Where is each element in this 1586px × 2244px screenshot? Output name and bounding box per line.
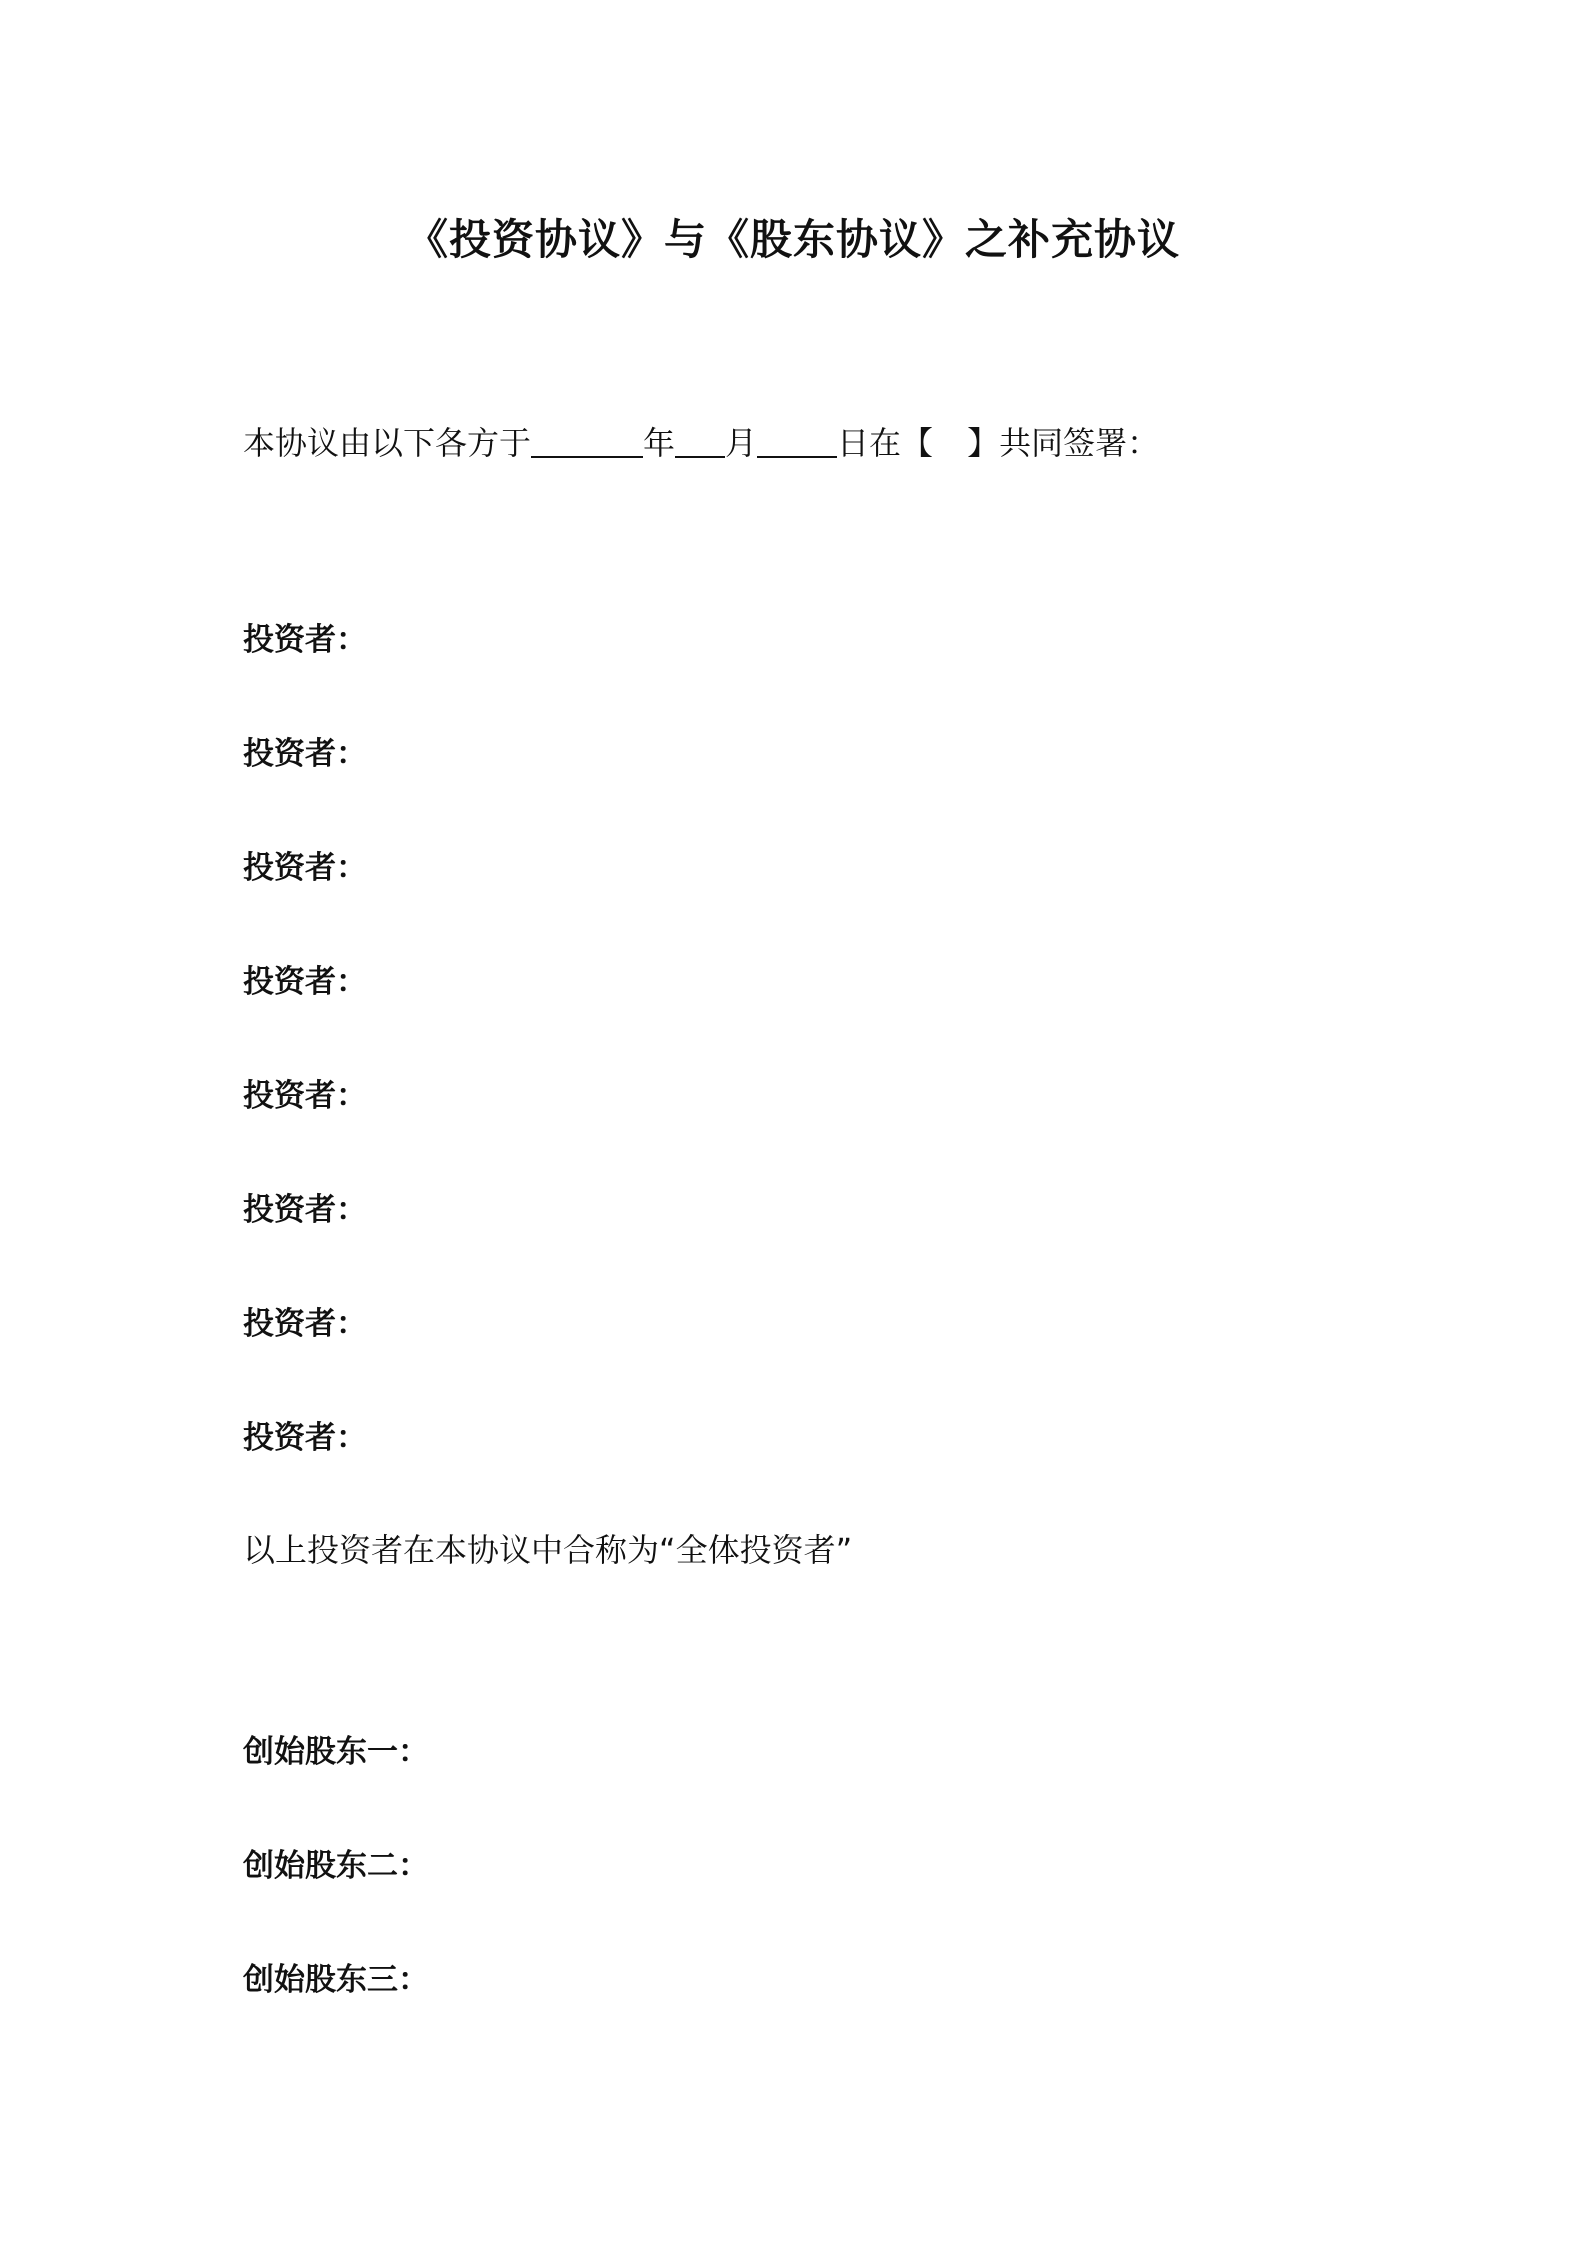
- signing-statement-suffix: 】共同签署：: [967, 424, 1160, 462]
- founder-label-2: 创始股东二：: [243, 1848, 429, 1884]
- investor-label-8: 投资者：: [243, 1420, 367, 1456]
- month-blank: [675, 420, 725, 458]
- founder-label-3: 创始股东三：: [243, 1962, 429, 1998]
- signing-statement: [243, 418, 1159, 468]
- investor-label-5: 投资者：: [243, 1078, 367, 1114]
- investor-label-4: 投资者：: [243, 964, 367, 1000]
- investor-label-7: 投资者：: [243, 1306, 367, 1342]
- investor-label-3: 投资者：: [243, 850, 367, 886]
- founder-label-1: 创始股东一：: [243, 1734, 429, 1770]
- month-label: 月: [725, 424, 758, 462]
- day-label: 日在【: [837, 424, 934, 462]
- day-blank: [757, 420, 837, 458]
- investor-label-1: 投资者：: [243, 622, 367, 658]
- year-blank: [531, 420, 643, 458]
- year-label: 年: [643, 424, 676, 462]
- collective-investors-note: 以上投资者在本协议中合称为“全体投资者”: [243, 1531, 853, 1569]
- investor-label-2: 投资者：: [243, 736, 367, 772]
- signing-statement-prefix: 本协议由以下各方于: [243, 424, 532, 462]
- investor-label-6: 投资者：: [243, 1192, 367, 1228]
- document-title: 《投资协议》与《股东协议》之补充协议: [405, 215, 1180, 264]
